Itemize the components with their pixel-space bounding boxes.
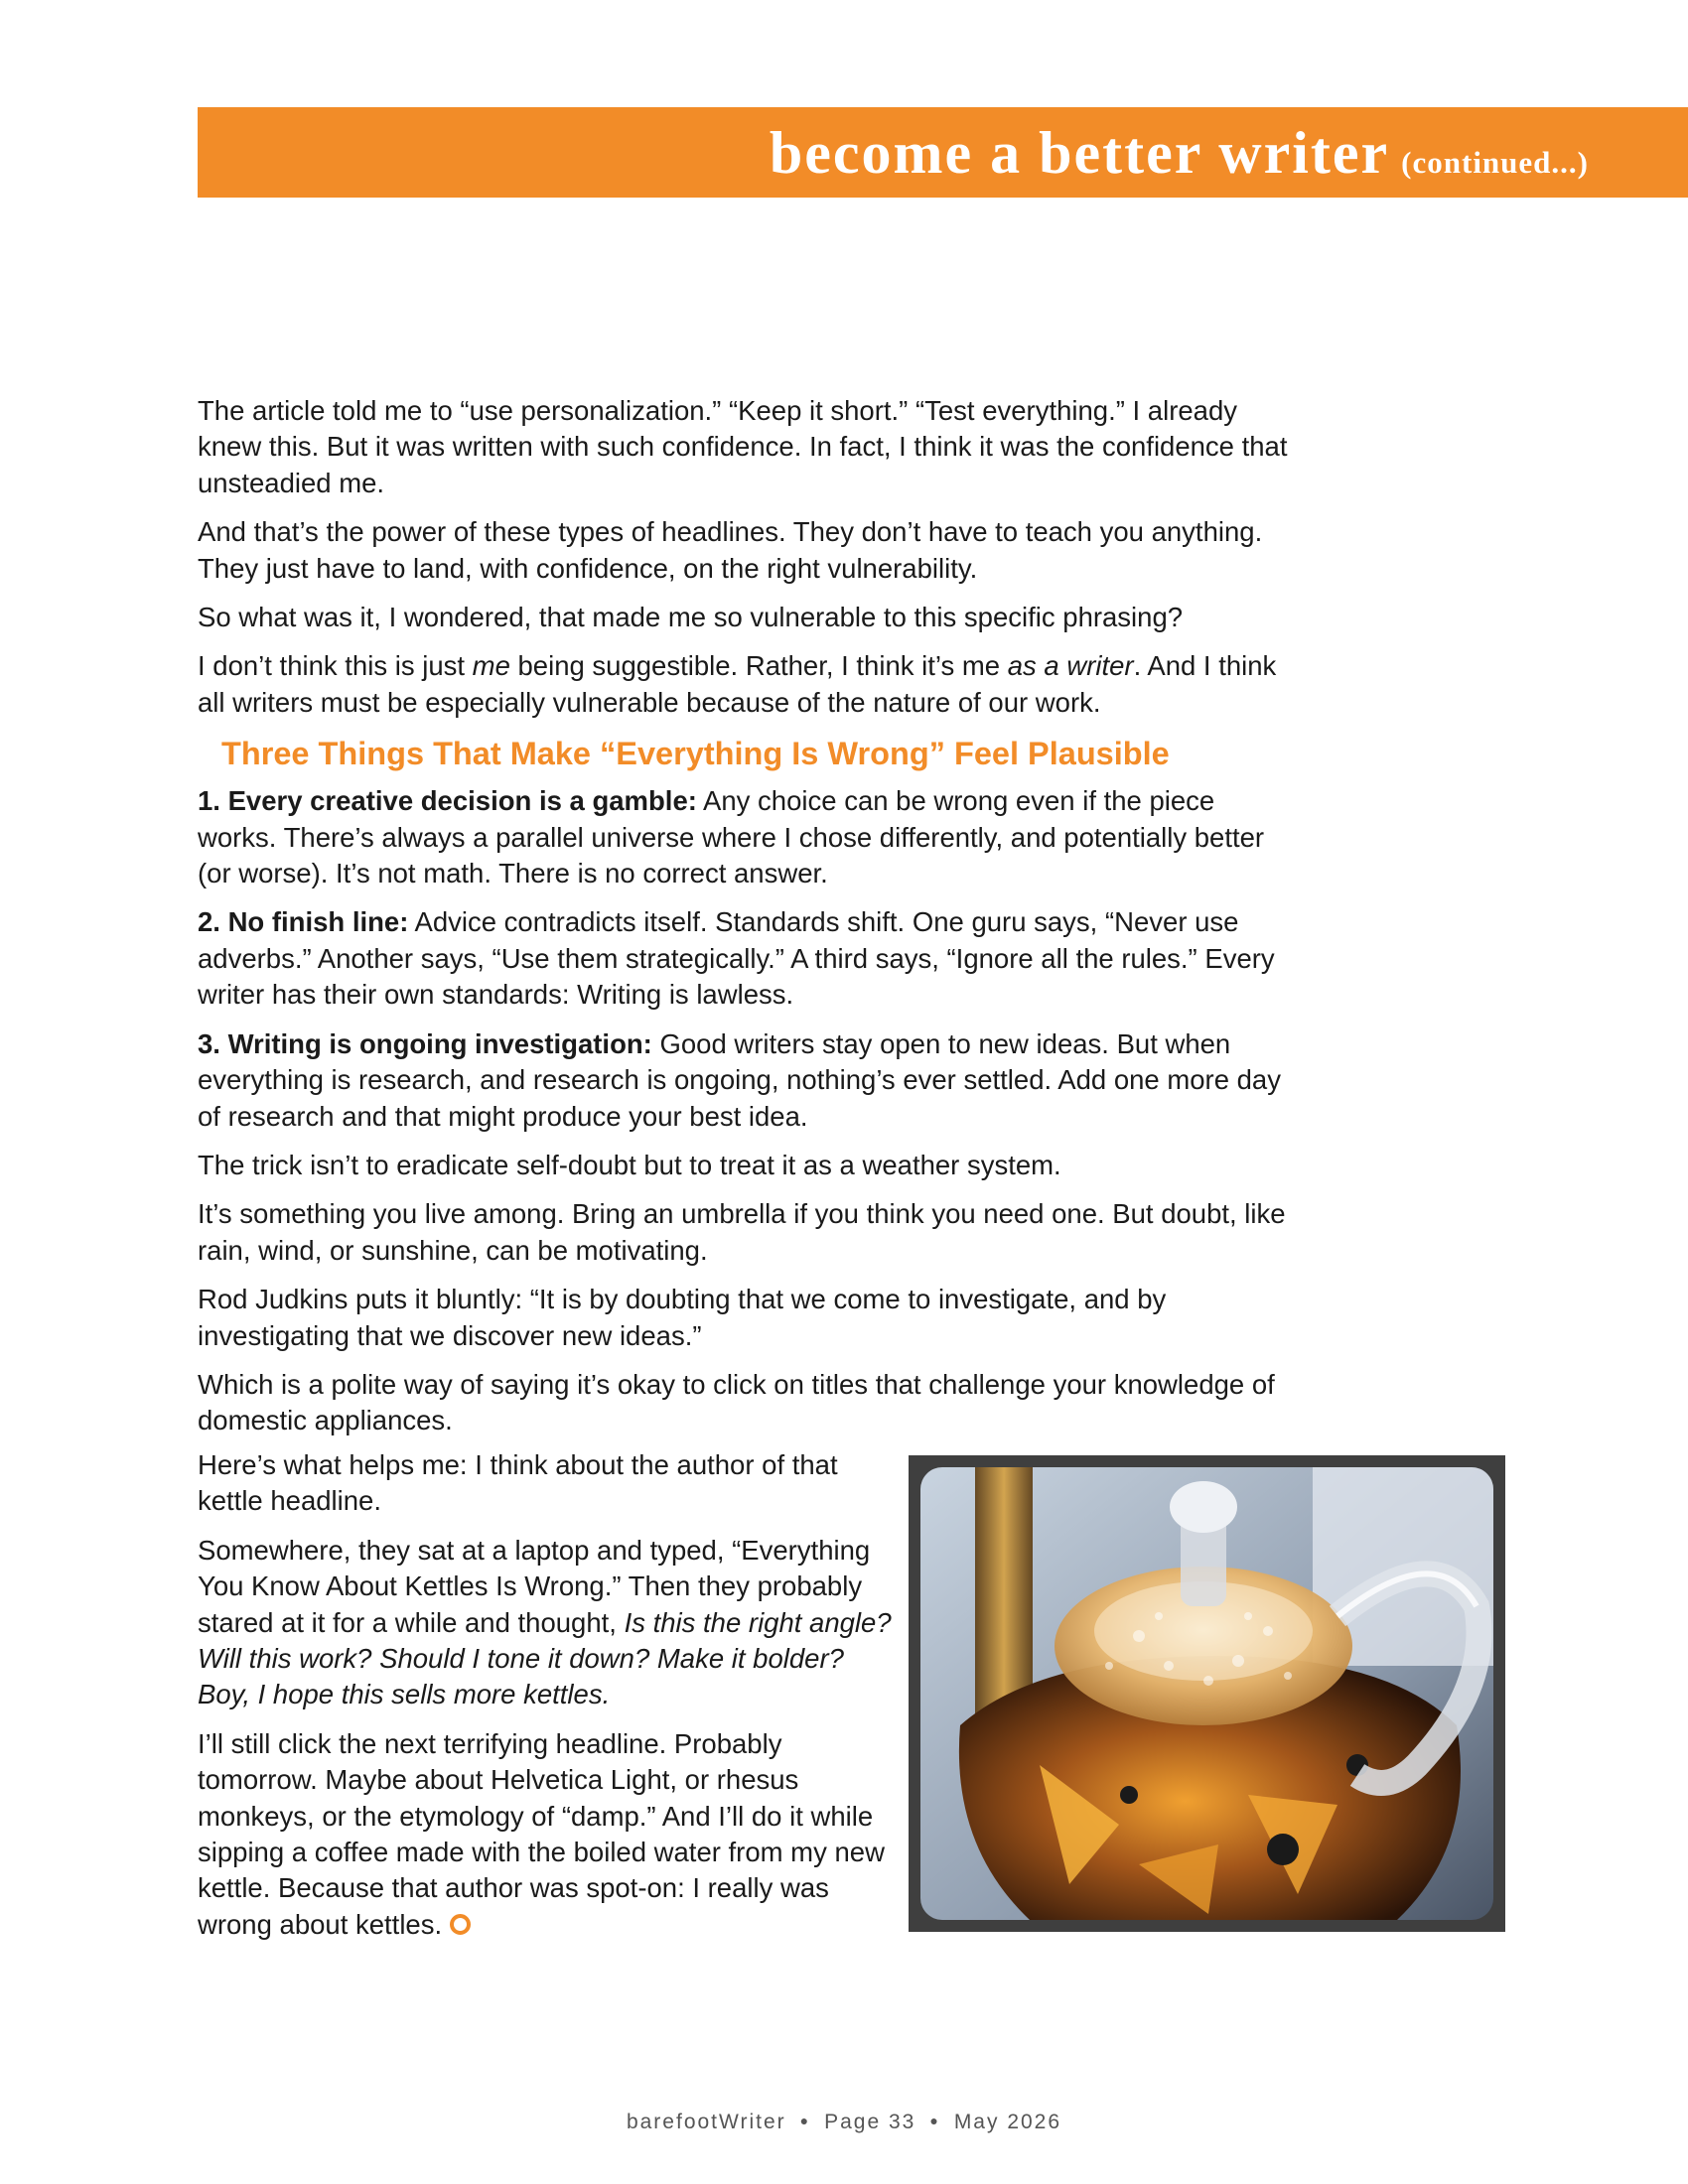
photo-frame — [909, 1455, 1505, 1932]
paragraph: Rod Judkins puts it bluntly: “It is by doubting that we come to investigate, and by investigating that we discover new ideas.” — [198, 1284, 1167, 1351]
list-item-text: Advice contradicts itself. Standards shift. One guru says, “Never use adverbs.” Another says, “Use them strategically.” A third says, “Ignore all the rules.” Every writer has their own standards: Writing is lawless. — [198, 906, 1275, 1011]
paragraph: Here’s what helps me: I think about the author of that kettle headline. — [198, 1449, 838, 1517]
teapot-photo — [920, 1467, 1493, 1920]
footer-date: May 2026 — [953, 2111, 1062, 2133]
text-run: Somewhere, they sat at a laptop and typed, “Everything You Know About Kettles Is Wrong.” Then they probably stared at it for a while and thought, — [198, 1534, 871, 1638]
list-item-text: Any choice can be wrong even if the piece works. There’s always a parallel universe where I chose differently, and potentially better (or worse). It’s not math. There is no correct answer. — [198, 785, 1265, 889]
page-title — [770, 113, 1589, 203]
page-footer — [0, 2111, 1688, 2134]
emphasis: as a writer — [1007, 650, 1134, 682]
list-item — [198, 1026, 1300, 1135]
list-item-lead: 1. Every creative decision is a gamble: — [198, 785, 697, 817]
paragraph: The trick isn’t to eradicate self-doubt but to treat it as a weather system. — [198, 1149, 1061, 1180]
paragraph: It’s something you live among. Bring an umbrella if you think you need one. But doubt, like rain, wind, or sunshine, can be motivating. — [198, 1198, 1286, 1266]
article-body-lower — [198, 1447, 903, 1956]
bullet-separator: ● — [799, 2113, 811, 2128]
paragraph: So what was it, I wondered, that made me so vulnerable to this specific phrasing? — [198, 602, 1184, 633]
text-run: . And I think all writers must be especially vulnerable because of the nature of our work. — [198, 650, 1277, 718]
text-run: being suggestible. Rather, I think it’s me — [509, 650, 1008, 682]
title-continued: (continued...) — [1401, 145, 1589, 180]
bullet-separator: ● — [929, 2113, 940, 2128]
text-run: I don’t think this is just — [198, 650, 473, 682]
paragraph — [198, 1726, 903, 1943]
list-item — [198, 904, 1300, 1013]
header-banner — [198, 107, 1688, 198]
paragraph: Which is a polite way of saying it’s okay to click on titles that challenge your knowledge of domestic appliances. — [198, 1368, 1275, 1436]
footer-page: Page 33 — [824, 2111, 916, 2133]
list-item — [198, 783, 1300, 891]
paragraph — [198, 1533, 903, 1713]
list-item-lead: 3. Writing is ongoing investigation: — [198, 1027, 652, 1059]
footer-brand: barefootWriter — [626, 2111, 786, 2133]
emphasis: Is this the right angle? Will this work? Should I tone it down? Make it bolder? Boy, I hope this sells more kettles. — [198, 1606, 892, 1710]
end-mark-icon — [450, 1914, 471, 1935]
section-subhead: Three Things That Make “Everything Is Wrong” Feel Plausible — [221, 736, 1170, 772]
glass-teapot-image — [920, 1467, 1493, 1920]
paragraph — [198, 648, 1300, 721]
title-text: become a better writer — [769, 120, 1390, 186]
paragraph: And that’s the power of these types of headlines. They don’t have to teach you anything. They just have to land, with confidence, on the right vulnerability. — [198, 516, 1263, 584]
article-body — [198, 393, 1300, 1452]
list-item-text: Good writers stay open to new ideas. But when everything is research, and research is ongoing, nothing’s ever settled. Add one more day of research and that might produce your best idea. — [198, 1027, 1281, 1132]
paragraph: The article told me to “use personalization.” “Keep it short.” “Test everything.” I already knew this. But it was written with such confidence. In fact, I think it was the confidence that unsteadied me. — [198, 395, 1288, 498]
emphasis: me — [472, 650, 510, 682]
text-run: I’ll still click the next terrifying headline. Probably tomorrow. Maybe about Helvetica Light, or rhesus monkeys, or the etymology of “damp.” And I’ll do it while sipping a coffee made with the boiled water from my new kettle. Because that author was spot-on: I really was wrong about kettles. — [198, 1727, 885, 1940]
list-item-lead: 2. No finish line: — [198, 906, 409, 938]
